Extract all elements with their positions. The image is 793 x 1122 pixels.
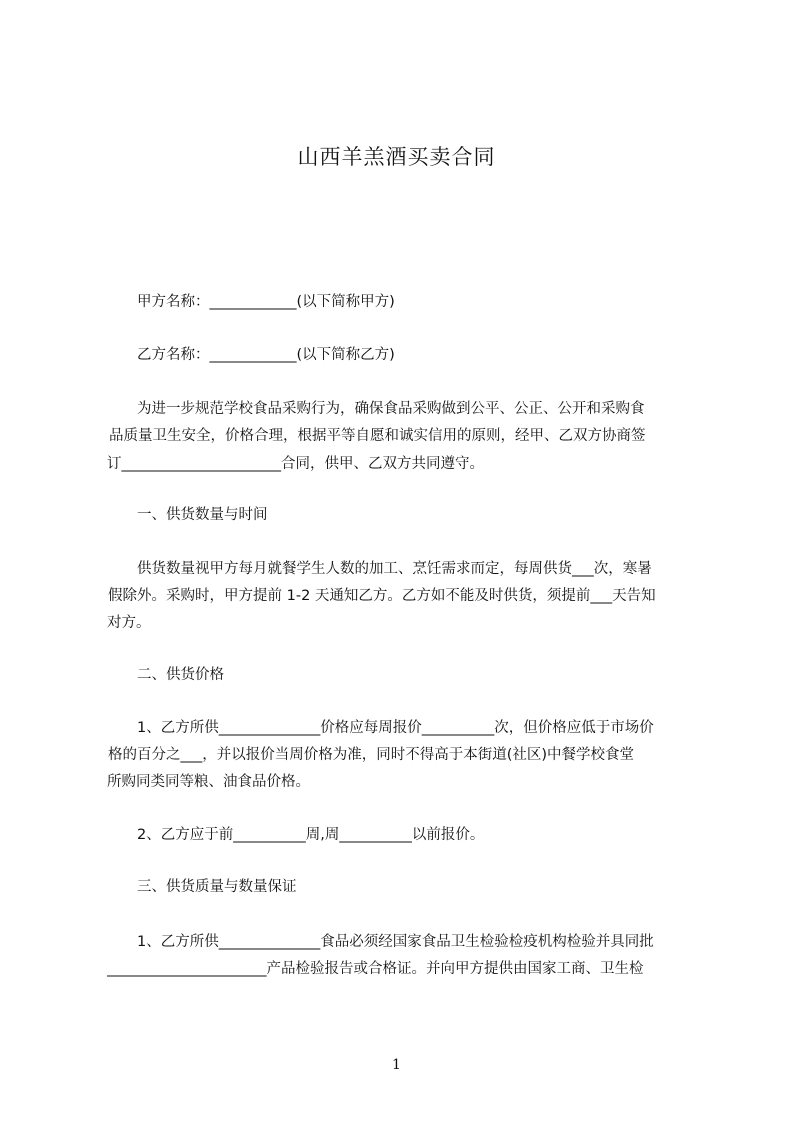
price-clause-1-line-2: 格的百分之___，并以报价当周价格为准，同时不得高于本街道(社区)中餐学校食堂 — [108, 747, 635, 763]
supply-paragraph-line-1: 供货数量视甲方每月就餐学生人数的加工、烹饪需求而定，每周供货___次，寒暑 — [137, 561, 652, 577]
section-heading-2: 二、供货价格 — [137, 667, 224, 683]
supply-paragraph-line-3: 对方。 — [107, 615, 151, 631]
price-clause-1-line-1: 1、乙方所供______________价格应每周报价__________次，但价格应低于市场价 — [137, 720, 654, 736]
page-number: 1 — [392, 1057, 401, 1073]
intro-paragraph-line-2: 品质量卫生安全，价格合理，根据平等自愿和诚实信用的原则，经甲、乙双方协商签 — [109, 428, 646, 444]
document-title: 山西羊羔酒买卖合同 — [297, 145, 496, 169]
intro-paragraph-line-1: 为进一步规范学校食品采购行为，确保食品采购做到公平、公正、公开和采购食 — [137, 401, 645, 417]
quality-clause-1-line-2: ______________________产品检验报告或合格证。并向甲方提供由国家工商、卫生检 — [107, 961, 644, 977]
section-heading-1: 一、供货数量与时间 — [137, 507, 268, 523]
supply-paragraph-line-2: 假除外。采购时，甲方提前 1-2 天通知乙方。乙方如不能及时供货，须提前___天告知 — [108, 588, 656, 604]
quality-clause-1-line-1: 1、乙方所供______________食品必须经国家食品卫生检验检疫机构检验并具同批 — [137, 934, 654, 950]
section-heading-3: 三、供货质量与数量保证 — [137, 879, 297, 895]
price-clause-2-line: 2、乙方应于前__________周,周__________以前报价。 — [137, 827, 485, 843]
party-b-name-line: 乙方名称：____________(以下简称乙方) — [137, 347, 395, 363]
price-clause-1-line-3: 所购同类同等粮、油食品价格。 — [107, 774, 310, 790]
intro-paragraph-line-3: 订______________________合同，供甲、乙双方共同遵守。 — [107, 456, 484, 472]
party-a-name-line: 甲方名称：____________(以下简称甲方) — [137, 294, 395, 310]
